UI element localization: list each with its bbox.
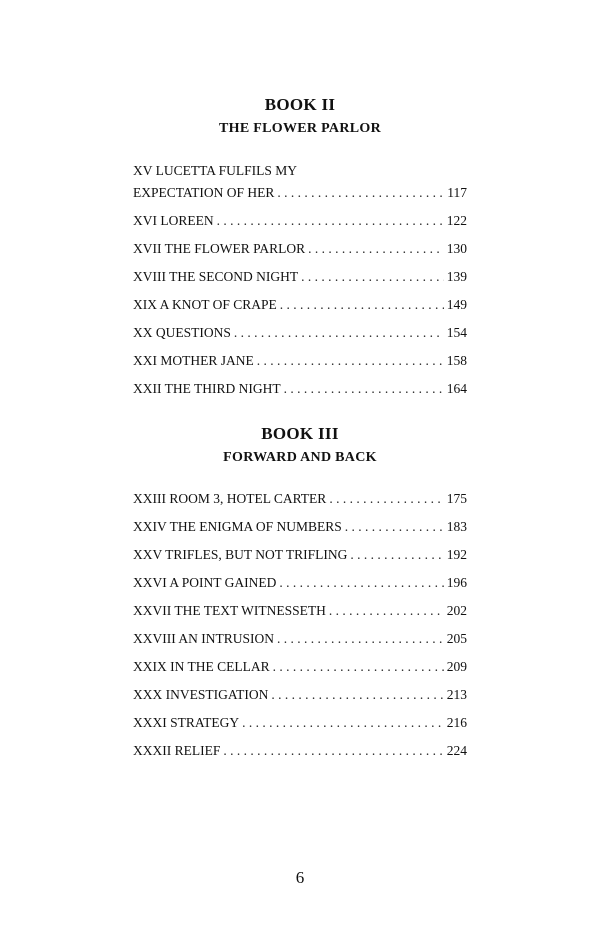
toc-entry-page: 130 [446,241,467,256]
toc-entry-title: XXXII RELIEF [133,743,221,758]
toc-entry[interactable] [133,742,467,760]
toc-entry[interactable] [133,268,467,286]
toc-entry[interactable] [133,602,467,620]
toc-entry-page: 216 [446,715,467,730]
toc-entry-page: 122 [446,213,467,228]
book-2-subtitle: THE FLOWER PARLOR [219,121,381,136]
dot-leader [279,574,443,592]
page-number: 6 [295,868,305,887]
toc-entry[interactable] [133,352,467,370]
dot-leader [271,686,443,704]
dot-leader [345,518,444,536]
toc-entry[interactable] [133,184,467,202]
dot-leader [301,268,444,286]
toc-entry-page: 164 [446,381,467,396]
toc-entry-title: XX QUESTIONS [133,325,231,340]
dot-leader [234,324,444,342]
dot-leader [280,296,444,314]
toc-entry[interactable] [133,380,467,398]
toc-entry-page: 202 [446,603,467,618]
toc-entry-continued-line: XV LUCETTA FULFILS MY [133,163,298,178]
dot-leader [217,212,444,230]
toc-entry[interactable] [133,714,467,732]
dot-leader [277,184,444,202]
toc-entry-title: XXV TRIFLES, BUT NOT TRIFLING [133,547,348,562]
toc-entry-title: XVI LOREEN [133,213,214,228]
dot-leader [308,240,444,258]
toc-entry[interactable] [133,658,467,676]
book-3-subtitle: FORWARD AND BACK [223,450,377,465]
dot-leader [329,602,444,620]
toc-entry-page: 205 [446,631,467,646]
toc-entry[interactable] [133,240,467,258]
toc-entry-page: 149 [446,297,467,312]
toc-entry[interactable] [133,574,467,592]
dot-leader [277,630,444,648]
dot-leader [284,380,444,398]
toc-entry-page: 139 [446,269,467,284]
toc-entry-title: XXXI STRATEGY [133,715,240,730]
dot-leader [223,742,443,760]
toc-entry-title: XVIII THE SECOND NIGHT [133,269,299,284]
toc-entry-page: 224 [446,743,467,758]
toc-entry[interactable] [133,630,467,648]
toc-entry-page: 196 [446,575,467,590]
toc-entry-page: 158 [446,353,467,368]
toc-entry-title: XXIII ROOM 3, HOTEL CARTER [133,491,327,506]
toc-entry-page: 117 [447,185,467,200]
toc-entry-title: XXI MOTHER JANE [133,353,254,368]
book-2-title: BOOK II [264,95,336,114]
toc-entry-title: EXPECTATION OF HER [133,185,275,200]
toc-entry-page: 213 [446,687,467,702]
toc-entry-title: XXIX IN THE CELLAR [133,659,270,674]
dot-leader [242,714,444,732]
toc-entry-title: XVII THE FLOWER PARLOR [133,241,306,256]
toc-entry-title: XXII THE THIRD NIGHT [133,381,281,396]
toc-entry-title: XXVIII AN INTRUSION [133,631,274,646]
toc-entry-title: XIX A KNOT OF CRAPE [133,297,277,312]
dot-leader [273,658,444,676]
toc-entry-page: 209 [446,659,467,674]
toc-entry[interactable] [133,518,467,536]
book-3-title: BOOK III [261,424,339,443]
toc-entry-page: 183 [446,519,467,534]
toc-entry[interactable] [133,546,467,564]
toc-entry-title: XXVII THE TEXT WITNESSETH [133,603,326,618]
toc-entry-page: 192 [446,547,467,562]
toc-entry[interactable] [133,212,467,230]
dot-leader [257,352,444,370]
dot-leader [350,546,443,564]
toc-entry[interactable] [133,296,467,314]
toc-entry[interactable] [133,324,467,342]
dot-leader [329,490,443,508]
toc-entry[interactable] [133,686,467,704]
toc-entry-title: XXX INVESTIGATION [133,687,269,702]
toc-entry-title: XXIV THE ENIGMA OF NUMBERS [133,519,342,534]
toc-entry-page: 154 [446,325,467,340]
toc-entry[interactable] [133,490,467,508]
toc-entry-title: XXVI A POINT GAINED [133,575,277,590]
toc-entry-page: 175 [446,491,467,506]
